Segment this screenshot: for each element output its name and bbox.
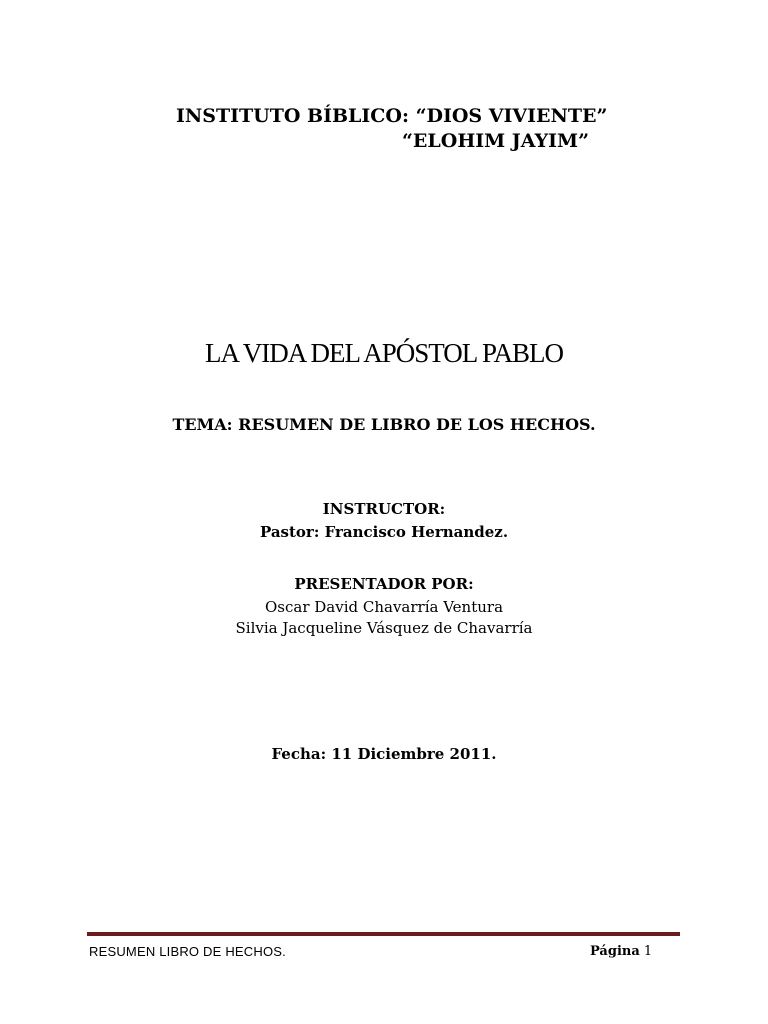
institute-name-line2: “ELOHIM JAYIM” xyxy=(402,130,590,152)
footer-title: RESUMEN LIBRO DE HECHOS. xyxy=(89,944,286,959)
presenter-heading: PRESENTADOR POR: xyxy=(294,575,474,593)
presenter-name: Oscar David Chavarría Ventura xyxy=(264,598,504,616)
instructor-heading: INSTRUCTOR: xyxy=(322,500,446,518)
presenter-name: Silvia Jacqueline Vásquez de Chavarría xyxy=(235,619,533,637)
document-topic: TEMA: RESUMEN DE LIBRO DE LOS HECHOS. xyxy=(172,415,596,434)
institute-name-line1: INSTITUTO BÍBLICO: “DIOS VIVIENTE” xyxy=(176,105,608,127)
footer-divider xyxy=(87,932,680,936)
page-label: Página xyxy=(590,944,640,959)
document-title: LA VIDA DEL APÓSTOL PABLO xyxy=(204,338,564,368)
document-date: Fecha: 11 Diciembre 2011. xyxy=(271,745,497,763)
page-indicator xyxy=(590,944,652,959)
page-number: 1 xyxy=(643,944,653,959)
instructor-name: Pastor: Francisco Hernandez. xyxy=(259,523,509,541)
